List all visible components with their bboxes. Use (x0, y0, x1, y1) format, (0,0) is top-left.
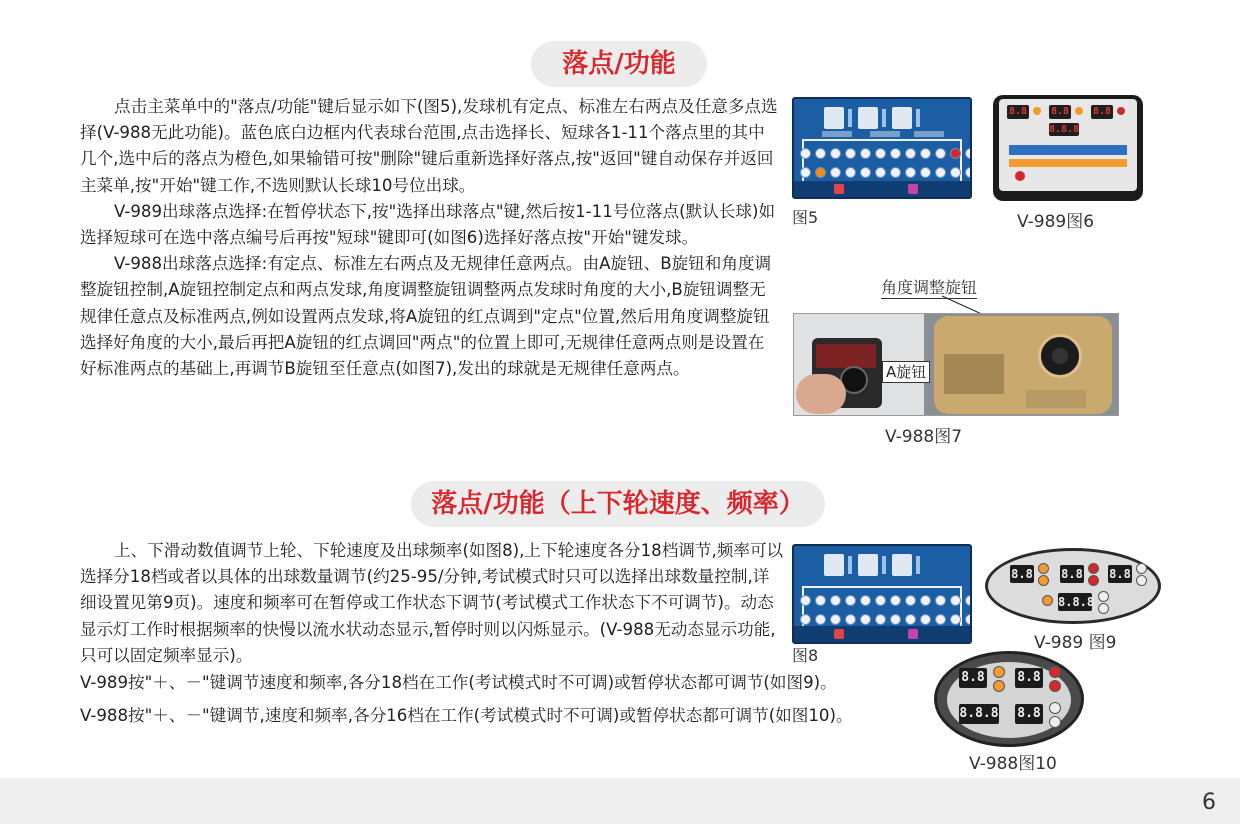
caption-figure-9: V-989 图9 (1034, 633, 1117, 653)
minus-icon (1088, 575, 1099, 586)
figure-9-v989-display-panel (985, 548, 1161, 624)
section-heading-speed-frequency: 落点/功能（上下轮速度、频率） (411, 481, 825, 527)
long-ball-dots (800, 148, 972, 159)
section2-text (80, 538, 785, 669)
v988-frequency-display: 8.8 (1015, 704, 1043, 724)
minus-icon (1049, 716, 1061, 728)
delete-icon (834, 184, 844, 194)
section-heading-landing-point: 落点/功能 (531, 41, 707, 87)
up-icon (1098, 591, 1109, 602)
long-ball-dots (800, 595, 972, 606)
plus-icon (1088, 563, 1099, 574)
minus-icon (1136, 575, 1147, 586)
label-angle-knob: 角度调整旋钮 (881, 275, 977, 299)
section1-text (80, 94, 778, 382)
page-number: 6 (1202, 790, 1216, 815)
minus-icon (1038, 575, 1049, 586)
down-icon (1098, 603, 1109, 614)
delete-icon (834, 629, 844, 639)
v989-speed-upper-display: 8.8 (1011, 567, 1033, 581)
para-speed-frequency: 上、下滑动数值调节上轮、下轮速度及出球频率(如图8),上下轮速度各分18档调节,频率可以选择分18档或者以具体的出球数量调节(约25-95/分钟,考试模式时只可以选择出球数量控制,详细设置见第9页)。速度和频率可在暂停或工作状态下调节(考试模式工作状态下不可调节)。动态显示灯工作时根据频率的快慢以流水状动态显示,暂停时则以闪烁显示。(V-988无动态显示功能,只可以固定频率显示)。 (80, 541, 784, 665)
para-landing-menu: 点击主菜单中的"落点/功能"键后显示如下(图5),发球机有定点、标准左右两点及任意多点选择(V-988无此功能)。蓝色底白边框内代表球台范围,点击选择长、短球各1-11个落点里的其中几个,选中后的落点为橙色,如果输错可按"删除"键后重新选择好落点,按"返回"键自动保存并返回主菜单,按"开始"键工作,不选则默认长球10号位出球。 (80, 97, 778, 195)
screen-bottom-bar (794, 181, 970, 197)
figure-6-control-panel (993, 95, 1143, 201)
caption-figure-5: 图5 (792, 208, 819, 227)
minus-icon (1049, 680, 1061, 692)
plus-icon (1049, 702, 1061, 714)
plus-icon (1038, 563, 1049, 574)
minus-icon (993, 680, 1005, 692)
plus-icon (1049, 666, 1061, 678)
short-ball-dots (800, 167, 972, 178)
v989-display-3: 8.8 (1092, 106, 1112, 117)
plus-icon (993, 666, 1005, 678)
para-v988-landing: V-988出球落点选择:有定点、标准左右两点及无规律任意两点。由A旋钮、B旋钮和角度调整旋钮控制,A旋钮控制定点和两点发球,角度调整旋钮调整两点发球时角度的大小,B旋钮调整无规律任意点及标准两点,例如设置两点发球,将A旋钮的红点调到"定点"位置,然后用角度调整旋钮选择好角度的大小,最后再把A旋钮的红点调回"两点"的位置上即可,无规律任意两点则是设置在好标准两点的基础上,再调节B旋钮至任意点(如图7),发出的球就是无规律任意两点。 (80, 254, 772, 379)
caption-figure-7: V-988图7 (885, 427, 963, 447)
v989-speed-lower-display: 8.8 (1061, 567, 1083, 581)
line-v989-plus-minus: V-989按"＋、－"键调节速度和频率,各分18档在工作(考试模式时不可调)或暂停状态都可调节(如图9)。 (80, 673, 837, 692)
screen-bottom-bar (794, 626, 970, 642)
screen-top-icons (824, 554, 912, 576)
caption-figure-10: V-988图10 (969, 754, 1057, 774)
short-ball-dots (800, 614, 972, 625)
caption-figure-8: 图8 (792, 646, 819, 665)
v989-display-1: 8.8 (1008, 106, 1028, 117)
figure-10-v988-display-panel (934, 651, 1084, 747)
screen-top-icons (824, 107, 912, 129)
v989-display-4: 8.8.8 (1049, 124, 1080, 135)
v989-display-2: 8.8 (1050, 106, 1070, 117)
v988-speed-upper-display: 8.8 (959, 668, 987, 688)
v988-speed-lower-display: 8.8 (1015, 668, 1043, 688)
return-icon (908, 184, 918, 194)
label-a-knob: A旋钮 (882, 361, 930, 383)
line-v988-plus-minus: V-988按"＋、－"键调节,速度和频率,各分16档在工作(考试模式时不可调)或暂停状态都可调节(如图10)。 (80, 706, 853, 725)
para-v989-landing: V-989出球落点选择:在暂停状态下,按"选择出球落点"键,然后按1-11号位落点(默认长球)如选择短球可在选中落点编号后再按"短球"键即可(如图6)选择好落点按"开始"键发球。 (80, 201, 776, 248)
figure-5-touchscreen (792, 97, 972, 199)
v989-count-display: 8.8.8 (1058, 595, 1095, 609)
figure-7-photo (793, 313, 1119, 416)
plus-icon (1136, 563, 1147, 574)
footer-bar (0, 778, 1240, 824)
v988-count-display: 8.8.8 (959, 704, 999, 724)
return-icon (908, 629, 918, 639)
v989-frequency-display: 8.8 (1109, 567, 1131, 581)
orange-button-icon (1042, 595, 1053, 606)
caption-figure-6: V-989图6 (1017, 212, 1095, 232)
figure-8-touchscreen (792, 544, 972, 644)
